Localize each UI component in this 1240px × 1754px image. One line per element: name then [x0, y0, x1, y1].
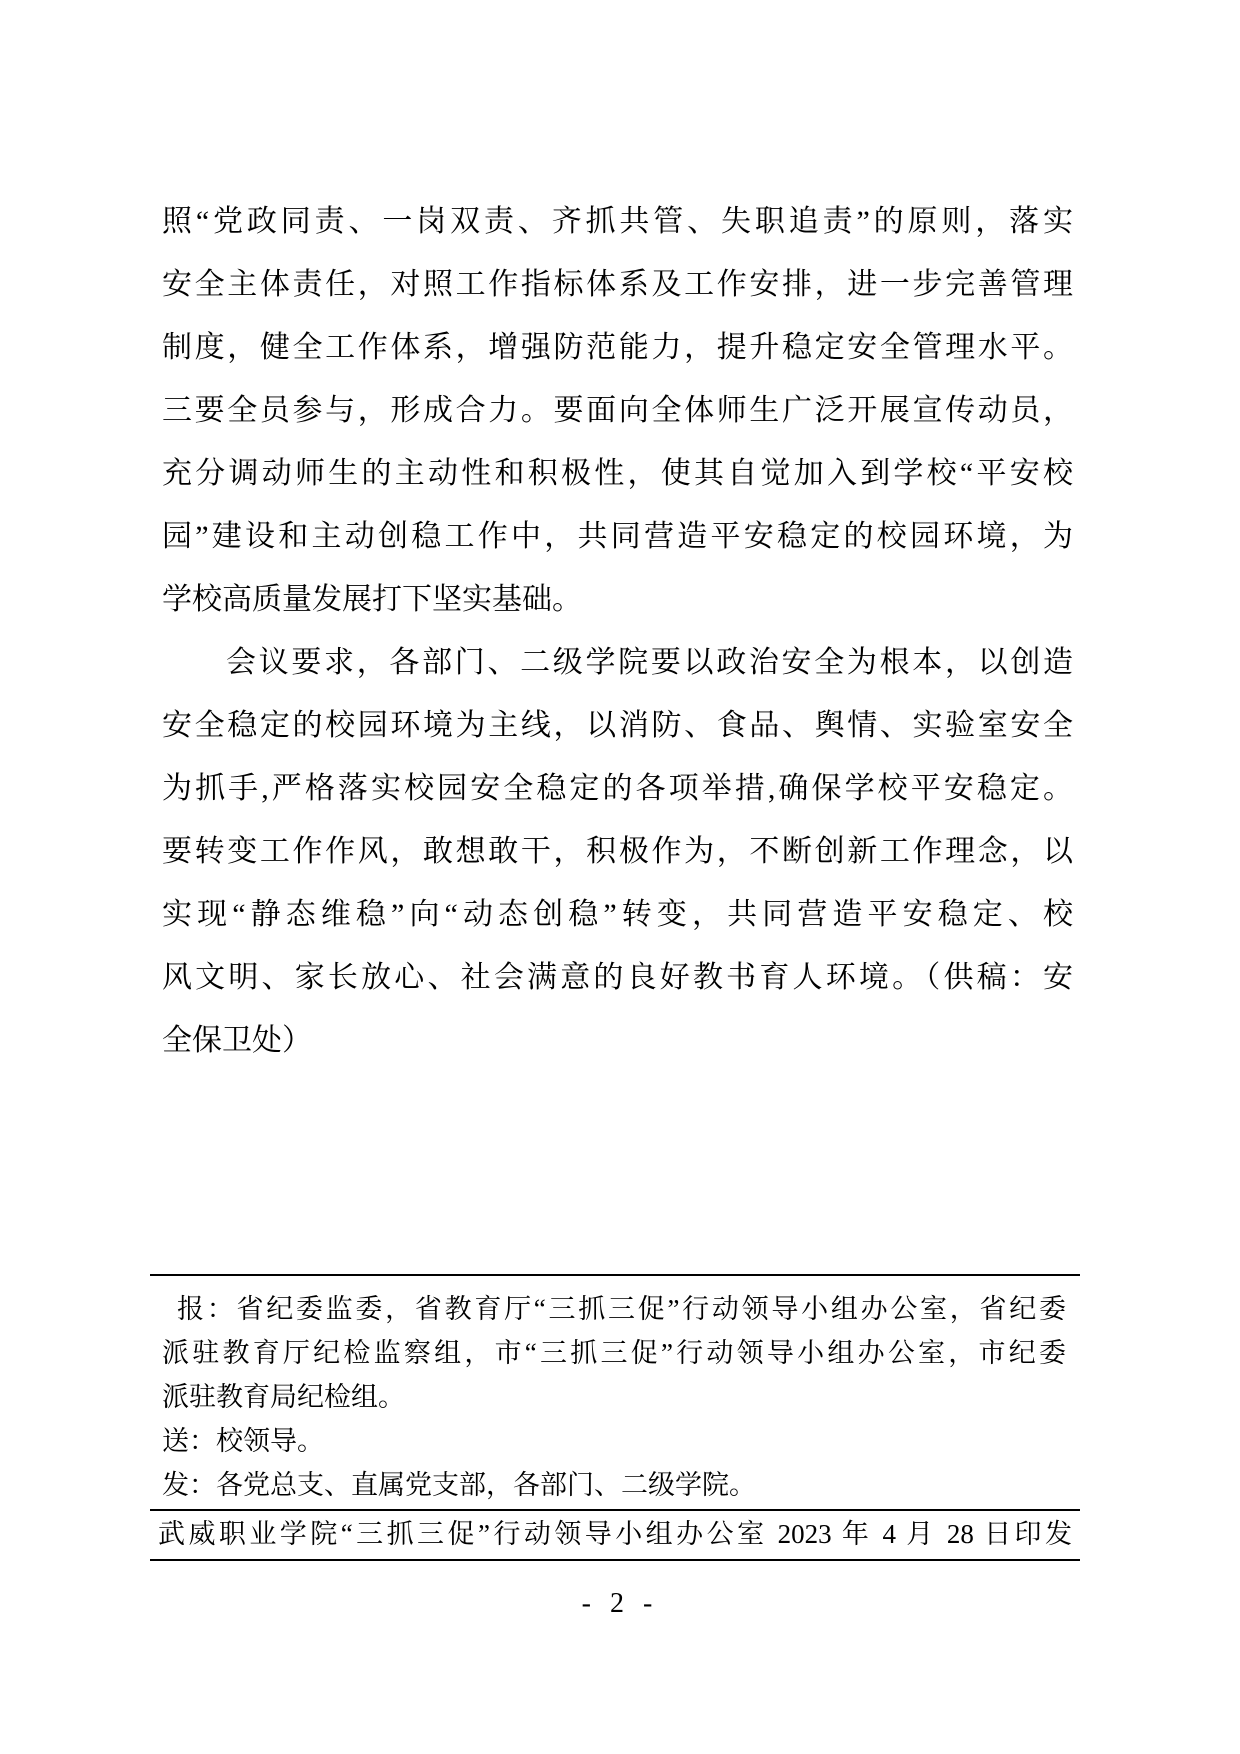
body-line: 会议要求，各部门、二级学院要以政治安全为根本，以创造 [226, 646, 1073, 679]
body-line: 充分调动师生的主动性和积极性，使其自觉加入到学校“平安校 [162, 457, 1073, 490]
body-line: 为抓手,严格落实校园安全稳定的各项举措,确保学校平安稳定。 [162, 772, 1073, 805]
body-line: 风文明、家长放心、社会满意的良好教书育人环境。（供稿：安 [162, 961, 1073, 994]
body-line: 全保卫处） [162, 1024, 312, 1057]
paragraph [162, 631, 1073, 1072]
body-line: 安全主体责任，对照工作指标体系及工作安排，进一步完善管理 [162, 268, 1073, 301]
distribution-line: 送：校领导。 [162, 1426, 324, 1456]
document-footer [150, 1274, 1080, 1561]
paragraph [162, 190, 1073, 631]
document-body [162, 190, 1073, 1072]
body-line: 学校高质量发展打下坚实基础。 [162, 583, 582, 616]
body-line: 三要全员参与，形成合力。要面向全体师生广泛开展宣传动员， [162, 394, 1073, 427]
body-line: 实现“静态维稳”向“动态创稳”转变，共同营造平安稳定、校 [162, 898, 1073, 931]
body-line: 照“党政同责、一岗双责、齐抓共管、失职追责”的原则，落实 [162, 205, 1073, 238]
body-line: 制度，健全工作体系，增强防范能力，提升稳定安全管理水平。 [162, 331, 1073, 364]
distribution-line: 发：各党总支、直属党支部，各部门、二级学院。 [162, 1470, 756, 1500]
issuer-block [150, 1511, 1080, 1559]
distribution-line: 报：省纪委监委，省教育厅“三抓三促”行动领导小组办公室，省纪委 [177, 1294, 1066, 1324]
issuer-line: 武威职业学院“三抓三促”行动领导小组办公室 2023 年 4 月 28 日印发 [158, 1519, 1072, 1549]
distribution-line: 派驻教育厅纪检监察组，市“三抓三促”行动领导小组办公室，市纪委 [162, 1338, 1066, 1368]
body-line: 要转变工作作风，敢想敢干，积极作为，不断创新工作理念，以 [162, 835, 1073, 868]
page-number: - 2 - [581, 1588, 659, 1619]
distribution-list [150, 1276, 1080, 1509]
body-line: 园”建设和主动创稳工作中，共同营造平安稳定的校园环境，为 [162, 520, 1073, 553]
body-line: 安全稳定的校园环境为主线，以消防、食品、舆情、实验室安全 [162, 709, 1073, 742]
footer-bottom-rule [150, 1559, 1080, 1561]
distribution-line: 派驻教育局纪检组。 [162, 1382, 405, 1412]
